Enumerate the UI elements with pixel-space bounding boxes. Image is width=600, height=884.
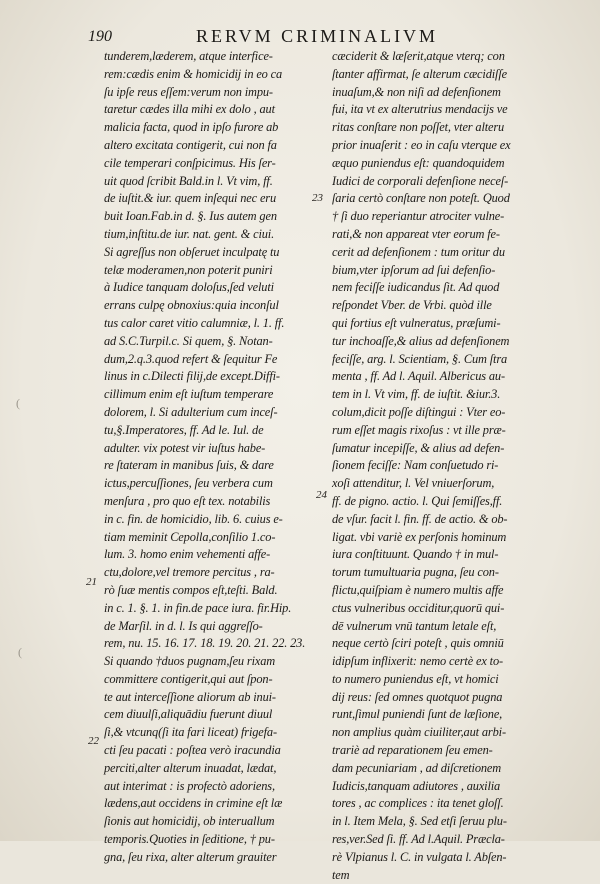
- text-line: flictu,quiſpiam è numero multis affe: [332, 582, 504, 597]
- text-line: Si quando †duos pugnam,ſeu rixam: [104, 654, 276, 669]
- text-line: lædens,aut occidens in crimine eſt læ: [104, 796, 283, 811]
- text-line: ſi,& vtcunq(ſi ita fari liceat) frigefa-: [104, 725, 277, 740]
- text-line: ſumatur incepiſſe, & alius ad defen-: [332, 440, 505, 455]
- marginal-number-23: 23: [312, 192, 323, 204]
- text-line: tur inchoaſſe,& alius ad defenſionem: [332, 333, 510, 348]
- text-line: inuaſum,& non niſi ad defenſionem: [332, 84, 501, 99]
- text-line: idipſum inflixerit: nemo certè ex to-: [332, 654, 503, 669]
- text-line: altero excitata contigerit, cui non fa: [104, 137, 277, 152]
- text-line: in c. fin. de homicidio, lib. 6. cuius e-: [104, 511, 283, 526]
- text-line: cæciderit & læſerit,atque vterq; con: [332, 49, 505, 63]
- right-text-column: [332, 48, 584, 884]
- text-line: ictus,percuſſiones, ſeu verbera cum: [104, 476, 273, 491]
- running-head: RERVM CRIMINALIVM: [196, 26, 439, 46]
- text-line: rum eſſet magis rixoſus : vt ille præ-: [332, 422, 506, 437]
- text-line: rati,& non appareat vter eorum fe-: [332, 226, 500, 241]
- text-line: Iudici de corporali defenſione neceſ-: [332, 173, 509, 188]
- edge-mark: (: [18, 645, 22, 659]
- text-line: tem in l. Vt vim, ff. de iuſtit. &iur.3.: [332, 387, 501, 402]
- text-line: in l. Item Mela, §. Sed etſi ſeruu plu-: [332, 814, 507, 829]
- text-line: tu,§.Imperatores, ff. Ad le. Iul. de: [104, 422, 264, 437]
- text-line: rem, nu. 15. 16. 17. 18. 19. 20. 21. 22. 23.: [104, 636, 306, 651]
- text-line: qui fortius eſt vulneratus, præſumi-: [332, 315, 501, 330]
- text-line: dē vulnerum vnū tantum letale eſt,: [332, 618, 497, 633]
- text-line: ſionis aut homicidij, ob interuallum: [104, 814, 275, 829]
- text-line: cile temperari conſpicimus. His ſer-: [104, 155, 276, 170]
- edge-mark: (: [16, 396, 20, 410]
- text-line: à Iudice tanquam doloſus,ſed veluti: [104, 280, 274, 295]
- folio-number: 190: [88, 28, 112, 45]
- text-line: ad S.C.Turpil.c. Si quem, §. Notan-: [104, 333, 273, 348]
- text-line: errans culpę obnoxius:quia inconſul: [104, 298, 279, 313]
- text-line: de iuſtit.& iur. quem inſequi nec eru: [104, 191, 277, 206]
- text-line: ctu,dolore,vel tremore percitus , ra-: [104, 565, 275, 580]
- marginal-number-24: 24: [316, 489, 327, 501]
- text-line: tus calor caret vitio calumniæ, l. 1. ff.: [104, 315, 285, 330]
- text-line: rè Vlpianus l. C. in vulgata l. Abſen-: [332, 849, 507, 864]
- text-line: iura conſtituunt. Quando † in mul-: [332, 547, 499, 562]
- text-line: de vſur. facit l. fin. ff. de actio. & ob-: [332, 511, 508, 526]
- text-line: taretur cædes illa mihi ex dolo , aut: [104, 102, 275, 117]
- text-line: res,ver.Sed ſi. ff. Ad l.Aquil. Præcla-: [332, 832, 505, 847]
- text-line: prior inuaſerit : eo in caſu vterque ex: [332, 137, 511, 152]
- text-line: gna, ſeu rixa, alter alterum grauiter: [104, 849, 277, 864]
- text-line: committere contigerit,qui aut ſpon-: [104, 671, 273, 686]
- text-line: cem diuulſi,aliquādiu fuerunt diuul: [104, 707, 273, 722]
- text-line: cillimum enim eſt iuſtum temperare: [104, 387, 274, 402]
- marginal-number-21: 21: [86, 576, 97, 588]
- text-line: uit quod ſcribit Bald.in l. Vt vim, ff.: [104, 173, 273, 188]
- text-line: cerit ad defenſionem : tum oritur du: [332, 244, 505, 259]
- text-line: telæ moderamen,non poterit puniri: [104, 262, 273, 277]
- text-line: colum,dicit poſſe diſtingui : Vter eo-: [332, 404, 506, 419]
- text-line: dolorem, l. Si adulterium cum inceſ-: [104, 404, 278, 419]
- text-line: buit Ioan.Fab.in d. §. Ius autem gen: [104, 209, 277, 224]
- text-line: fui, ita vt ex alterutrius mendacijs ve: [332, 102, 508, 117]
- marginal-number-22: 22: [88, 735, 99, 747]
- text-line: feciſſe, arg. l. Scientiam, §. Cum ſtra: [332, 351, 508, 366]
- text-line: perciti,alter alterum inuadat, lædat,: [104, 760, 277, 775]
- text-line: rem:cædis enim & homicidij in eo ca: [104, 66, 283, 81]
- text-line: rò ſuæ mentis compos eſt,teſti. Bald.: [104, 582, 278, 597]
- text-line: bium,vter ipſorum ad ſui defenſio-: [332, 262, 496, 277]
- text-line: ſionem feciſſe: Nam conſuetudo ri-: [332, 458, 499, 473]
- text-line: temporis.Quoties in ſeditione, † pu-: [104, 832, 275, 847]
- page-header: [88, 26, 584, 50]
- text-line: Iudicis,tanquam adiutores , auxilia: [332, 778, 501, 793]
- text-line: te aut interceſſione aliorum ab inui-: [104, 689, 276, 704]
- text-line: tores , ac complices : ita tenet gloſſ.: [332, 796, 504, 811]
- text-line: menta , ff. Ad l. Aquil. Albericus au-: [332, 369, 505, 384]
- text-line: reſpondet Vber. de Vrbi. quòd ille: [332, 298, 492, 313]
- text-line: tiam meminit Cepolla,conſilio 1.co-: [104, 529, 276, 544]
- text-line: non amplius quàm ciuiliter,aut arbi-: [332, 725, 506, 740]
- text-line: ligat. vbi variè ex perſonis hominum: [332, 529, 507, 544]
- text-line: to numero puniendus eſt, vt homici: [332, 671, 499, 686]
- text-line: re ſtateram in manibus ſuis, & dare: [104, 458, 274, 473]
- text-line: ritas conſtare non poſſet, vter alteru: [332, 120, 505, 135]
- text-line: neque certò ſciri poteſt , quis omniū: [332, 636, 504, 651]
- text-line: Si agreſſus non obſeruet inculpatę tu: [104, 244, 280, 259]
- text-line: tem: [332, 867, 350, 882]
- text-line: dam pecuniariam , ad diſcretionem: [332, 760, 502, 775]
- text-line: tium,inſtitu.de iur. nat. gent. & ciui.: [104, 226, 275, 241]
- text-line: æquo puniendus eſt: quandoquidem: [332, 155, 505, 170]
- text-line: aut interimat : is profectò adoriens,: [104, 778, 275, 793]
- text-line: † ſi duo reperiantur atrociter vulne-: [332, 209, 505, 224]
- text-line: adulter. vix potest vir iuſtus habe-: [104, 440, 266, 455]
- text-line: de Marſil. in d. l. Is qui aggreſſo-: [104, 618, 263, 633]
- text-line: ſtanter affirmat, ſe alterum cæcidiſſe: [332, 66, 507, 81]
- text-line: linus in c.Dilecti filij,de except.Diffi-: [104, 369, 280, 384]
- left-text-column: [104, 48, 352, 867]
- text-line: ff. de pigno. actio. l. Qui ſemiſſes,ff.: [332, 493, 503, 508]
- text-line: malicia facta, quod in ipſo furore ab: [104, 120, 279, 135]
- text-line: trariè ad reparationem ſeu emen-: [332, 743, 493, 758]
- text-line: torum tumultuaria pugna, ſeu con-: [332, 565, 499, 580]
- text-line: in c. 1. §. 1. in fin.de pace iura. fir.Hip.: [104, 600, 292, 615]
- text-line: cti ſeu pacati : poſtea verò iracundia: [104, 743, 281, 758]
- text-line: ſu ipſe reus eſſem:verum non impu-: [104, 84, 273, 99]
- text-line: xoſi attenditur, l. Vel vniuerſorum,: [332, 476, 495, 491]
- text-line: dij reus: ſed omnes quotquot pugna: [332, 689, 503, 704]
- text-line: nem feciſſe iudicandus ſit. Ad quod: [332, 280, 500, 295]
- text-line: ctus vulneribus occiditur,quorū qui-: [332, 600, 505, 615]
- text-line: lum. 3. homo enim vehementi affe-: [104, 547, 271, 562]
- text-line: ſaria certò conſtare non poteſt. Quod: [332, 191, 510, 206]
- text-line: dum,2.q.3.quod refert & ſequitur Fe: [104, 351, 278, 366]
- text-line: runt,ſimul puniendi ſunt de læſione,: [332, 707, 503, 722]
- text-line: tunderem,læderem, atque interfice-: [104, 49, 273, 63]
- text-line: menſura , pro quo eſt tex. notabilis: [104, 493, 271, 508]
